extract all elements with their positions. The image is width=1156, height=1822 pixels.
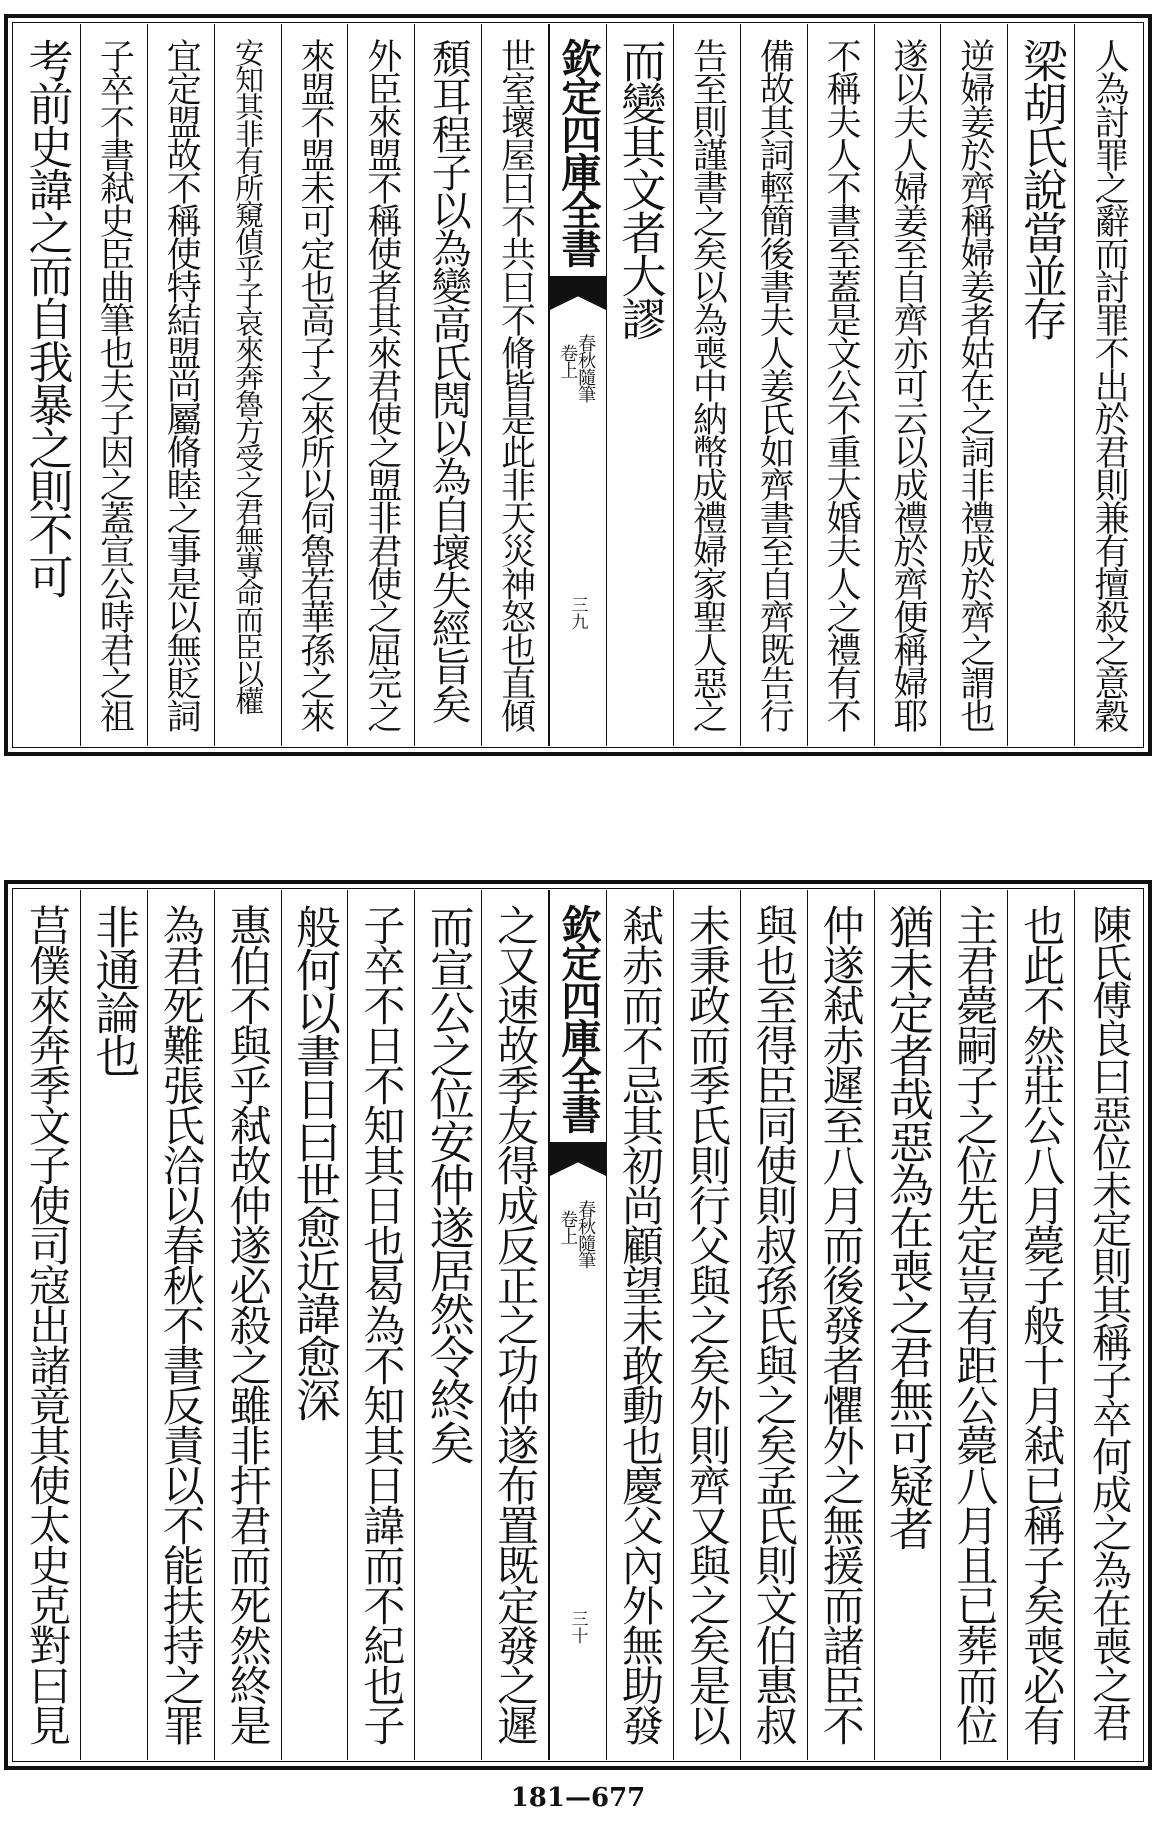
top-page — [0, 0, 1156, 760]
text-column — [741, 890, 808, 1760]
bottom-page — [0, 880, 1156, 1780]
center-book-title: 春秋隨筆 — [575, 1200, 597, 1268]
column-text: 莒僕來奔季文子使司寇出諸竟其使太史克對曰見 — [22, 904, 72, 1744]
fish-tail-mark-icon — [550, 276, 606, 310]
center-page-number: 三九 — [567, 596, 588, 630]
column-text: 未秉政而季氏則行父與之矣外則齊又與之矣是以 — [682, 904, 732, 1744]
column-text: 告至則謹書之矣以為喪中納幣成禮婦家聖人惡之 — [687, 38, 728, 731]
column-text: 不稱夫人不書至蓋是文公不重大婚夫人之禮有不 — [821, 38, 862, 731]
column-text: 考前史諱之而自我暴之則不可 — [20, 38, 74, 597]
column-text: 外臣來盟不稱使者其來君使之盟非君使之屈完之 — [361, 38, 402, 731]
text-column — [941, 890, 1008, 1760]
text-column — [282, 24, 349, 746]
column-text: 而宣公之位安仲遂居然令終矣 — [421, 904, 475, 1463]
center-book-title: 春秋隨筆 — [575, 334, 597, 402]
column-text: 頹耳程子以為變高氏閌以為自壞失經旨矣 — [425, 38, 472, 722]
column-text: 仲遂弒赤遲至八月而後發者懼外之無援而諸臣不 — [816, 904, 866, 1744]
column-text: 猶未定者哉惡為在喪之君無可疑者 — [880, 904, 934, 1549]
text-column — [215, 24, 282, 746]
text-column — [741, 24, 808, 746]
text-column — [941, 24, 1008, 746]
text-column — [1075, 24, 1142, 746]
text-column — [148, 24, 215, 746]
text-column — [808, 24, 875, 746]
top-page-frame — [4, 14, 1152, 756]
column-text: 世室壞屋曰不共曰不脩皆是此非天災神怒也直傾 — [495, 38, 536, 731]
column-text: 而變其文者大謬 — [613, 38, 667, 339]
column-text: 為君死難張氏洽以春秋不書反責以不能扶持之罪 — [156, 904, 206, 1744]
text-column — [148, 890, 215, 1760]
column-text: 之又速故季友得成反正之功仲遂布置既定發之遲 — [491, 904, 541, 1744]
text-column — [1075, 890, 1142, 1760]
center-volume: 卷上 — [557, 344, 579, 378]
text-column — [14, 24, 81, 746]
column-text: 人為討罪之辭而討罪不出於君則兼有擅殺之意穀 — [1089, 38, 1130, 731]
text-column — [607, 890, 674, 1760]
text-column — [14, 890, 81, 1760]
text-column — [875, 890, 942, 1760]
center-title: 欽定四庫全書 — [555, 38, 602, 266]
column-text: 弒赤而不忌其初尚顧望未敢動也慶父內外無助發 — [615, 904, 665, 1744]
column-text: 非通論也 — [87, 904, 141, 1076]
fish-tail-mark-icon — [550, 1142, 606, 1176]
column-text: 遂以夫人婦姜至自齊亦可云以成禮於齊便稱婦耶 — [887, 38, 928, 731]
column-text: 也此不然莊公八月薨子般十月弒已稱子矣喪必有 — [1017, 904, 1067, 1744]
text-column — [674, 24, 741, 746]
text-column — [415, 890, 482, 1760]
column-text: 來盟不盟未可定也高子之來所以伺魯若華孫之來 — [294, 38, 335, 731]
column-text: 安知其非有所窺偵乎子哀來奔魯方受之君無專命而臣以權 — [231, 38, 266, 713]
text-column — [1008, 890, 1075, 1760]
column-text: 逆婦姜於齊稱婦姜者姑在之詞非禮成於齊之謂也 — [954, 38, 995, 731]
text-column — [1008, 24, 1075, 746]
column-text: 子卒不書弒史臣曲筆也夫子因之蓋宣公時君之祖 — [94, 38, 135, 731]
text-column — [348, 24, 415, 746]
text-column — [81, 24, 148, 746]
center-page-number: 三十 — [567, 1610, 588, 1644]
bottom_page-center-column — [549, 890, 607, 1760]
text-column — [482, 890, 549, 1760]
column-text: 宜定盟故不稱使特結盟尚屬脩睦之事是以無貶詞 — [161, 38, 202, 731]
text-column — [215, 890, 282, 1760]
text-column — [607, 24, 674, 746]
column-text: 梁胡氏說當並存 — [1014, 38, 1068, 339]
text-column — [348, 890, 415, 1760]
page-footer-number: 181—677 — [510, 1783, 646, 1813]
bottom-page-frame — [4, 880, 1152, 1770]
center-volume: 卷上 — [557, 1210, 579, 1244]
text-column — [81, 890, 148, 1760]
text-column — [482, 24, 549, 746]
text-column — [674, 890, 741, 1760]
column-text: 與也至得臣同使則叔孫氏與之矣孟氏則文伯惠叔 — [749, 904, 799, 1744]
top_page-center-column — [549, 24, 607, 746]
text-column — [282, 890, 349, 1760]
column-text: 陳氏傅良曰惡位未定則其稱子卒何成之為在喪之君 — [1085, 904, 1132, 1740]
column-text: 子卒不日不知其日也曷為不知其日諱而不紀也子 — [357, 904, 407, 1744]
text-column — [875, 24, 942, 746]
column-text: 主君薨嗣子之位先定豈有距公薨八月且已葬而位 — [950, 904, 1000, 1744]
column-text: 惠伯不與乎弒故仲遂必殺之雖非扞君而死然終是 — [223, 904, 273, 1744]
text-column — [415, 24, 482, 746]
column-text: 般何以書日曰世愈近諱愈深 — [287, 904, 341, 1420]
center-title: 欽定四庫全書 — [555, 904, 602, 1132]
column-text: 備故其詞輕簡後書夫人姜氏如齊書至自齊既告行 — [754, 38, 795, 731]
text-column — [808, 890, 875, 1760]
